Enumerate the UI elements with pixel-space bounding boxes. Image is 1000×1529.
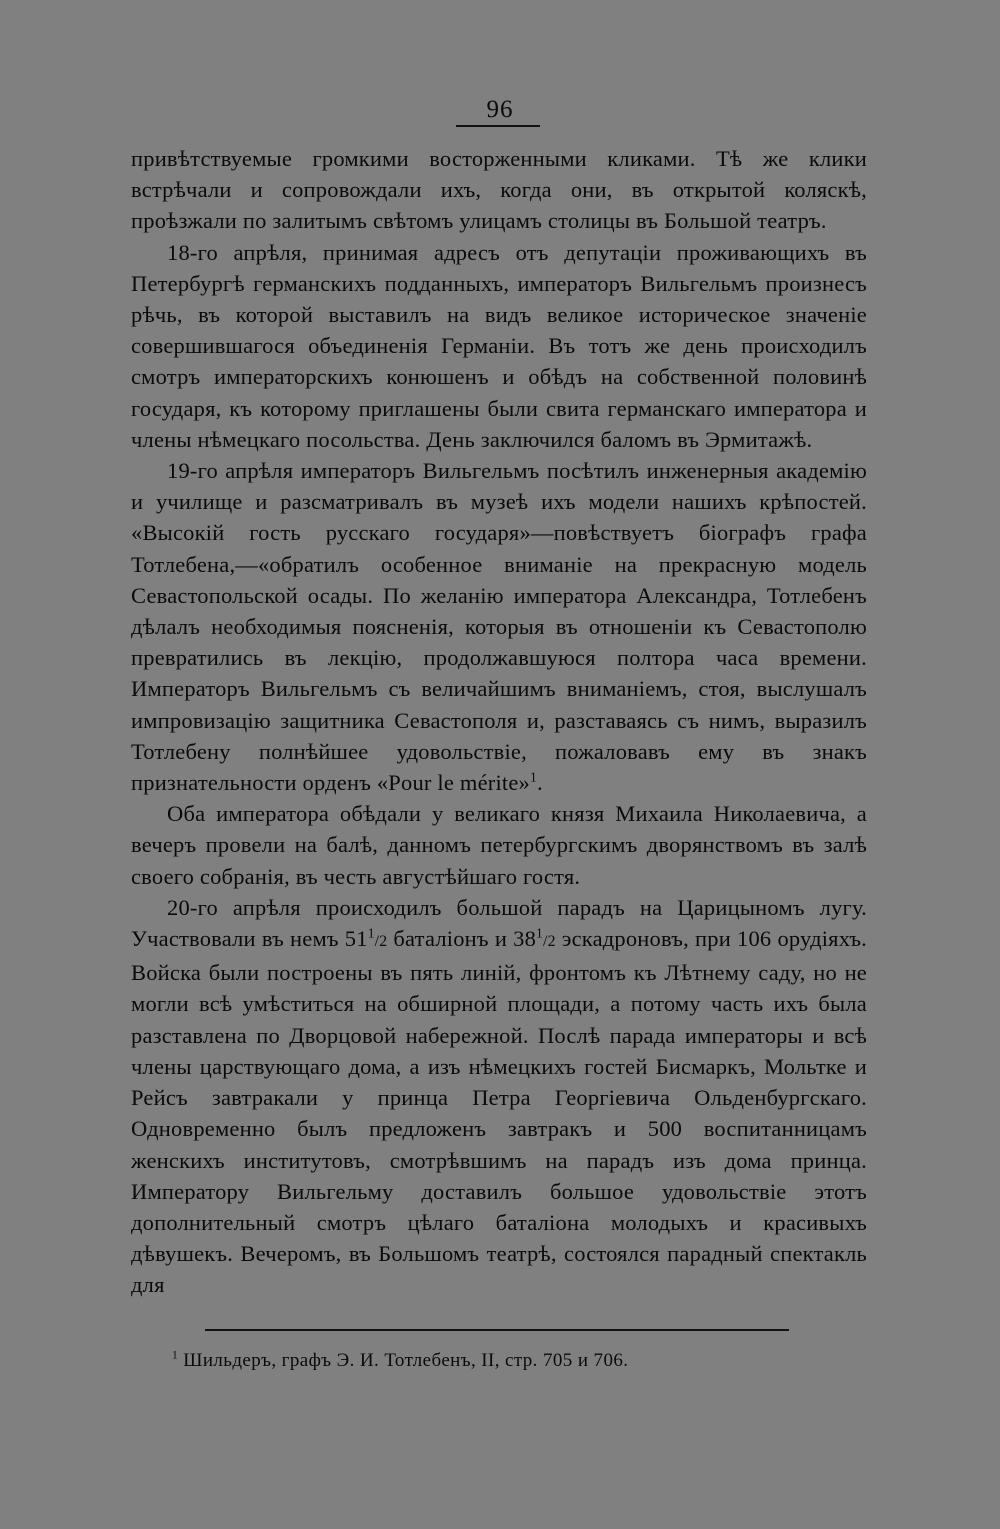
paragraph-5-part-b: баталіонъ и 38: [387, 926, 537, 952]
page-number: 96: [486, 96, 514, 123]
fraction-1-numerator: 1: [367, 925, 375, 941]
body-text: [131, 143, 867, 1301]
footnote-text: Шильдеръ, графъ Э. И. Тотлебенъ, II, стр. 705 и 706.: [178, 1350, 629, 1371]
paragraph-5-part-c: эскадроновъ, при 106 орудіяхъ. Войска были построены въ пять линій, фронтомъ къ Лѣтнему саду, но не могли всѣ умѣститься на обширной площади, а потому часть ихъ была разставлена по Дворцовой набережной. Послѣ парада императоры и всѣ члены царствующаго дома, а изъ нѣмецкихъ гостей Бисмаркъ, Мольтке и Рейсъ завтракали у принца Петра Георгіевича Ольденбургскаго. Одновременно былъ предложенъ завтракъ и 500 воспитанницамъ женскихъ институтовъ, смотрѣвшимъ на парадъ изъ дома принца. Императору Вильгельму доставилъ большое удовольствіе этотъ дополнительный смотръ цѣлаго баталіона молодыхъ и красивыхъ дѣвушекъ. Вечеромъ, въ Большомъ театрѣ, состоялся парадный спектакль для: [131, 926, 867, 1298]
paragraph-4: Оба императора обѣдали у великаго князя Михаила Николаевича, а вечеръ провели на балѣ, данномъ петербургскимъ дворянствомъ въ залѣ своего собранія, въ честь августѣйшаго гостя.: [131, 801, 867, 889]
paragraph-5-part-a: 20-го апрѣля происходилъ большой парадъ на Царицыномъ лугу. Участвовали въ немъ 51: [131, 894, 867, 952]
paragraph-3-end: .: [536, 770, 543, 796]
footnote-marker: 1: [172, 1349, 179, 1362]
page-number-rule: [456, 125, 540, 127]
paragraph-5: [131, 892, 867, 1301]
paragraph-3-text: 19-го апрѣля императоръ Вильгельмъ посѣтилъ инженерныя академію и училище и разсматривалъ въ музеѣ ихъ модели нашихъ крѣпостей. «Высокій гость русскаго государя»—повѣствуетъ біографъ графа Тотлебена,—«обратилъ особенное вниманіе на прекрасную модель Севастопольской осады. По желанію императора Александра, Тотлебенъ дѣлалъ необходимыя поясненія, которыя въ отношеніи къ Севастополю превратились въ лекцію, продолжавшуюся полтора часа времени. Императоръ Вильгельмъ съ величайшимъ вниманіемъ, стоя, выслушалъ импровизацію защитника Севастополя и, разставаясь съ нимъ, выразилъ Тотлебену полнѣйшее удовольствіе, пожаловавъ ему въ знакъ признательности орденъ «Pour le mérite»: [131, 458, 867, 796]
paragraph-3: [131, 455, 867, 798]
fraction-1-denominator: /2: [374, 933, 388, 951]
footnote-reference: 1: [530, 769, 537, 785]
fraction-2-numerator: 1: [536, 925, 543, 941]
fraction-2-denominator: /2: [543, 933, 556, 951]
footnote-rule: [205, 1329, 789, 1331]
paragraph-1: привѣтствуемые громкими восторженными кликами. Тѣ же клики встрѣчали и сопровождали ихъ, когда они, въ открытой коляскѣ, проѣзжали по залитымъ свѣтомъ улицамъ столицы въ Большой театръ.: [131, 146, 867, 234]
footnote: [172, 1350, 872, 1372]
paragraph-2: 18-го апрѣля, принимая адресъ отъ депутаціи проживающихъ въ Петербургѣ германскихъ подданныхъ, императоръ Вильгельмъ произнесъ рѣчь, въ которой выставилъ на видъ великое историческое значеніе совершившагося объединенія Германіи. Въ тотъ же день происходилъ смотръ императорскихъ конюшенъ и обѣдъ на собственной половинѣ государя, къ которому приглашены были свита германскаго императора и члены нѣмецкаго посольства. День заключился баломъ въ Эрмитажѣ.: [131, 239, 867, 452]
